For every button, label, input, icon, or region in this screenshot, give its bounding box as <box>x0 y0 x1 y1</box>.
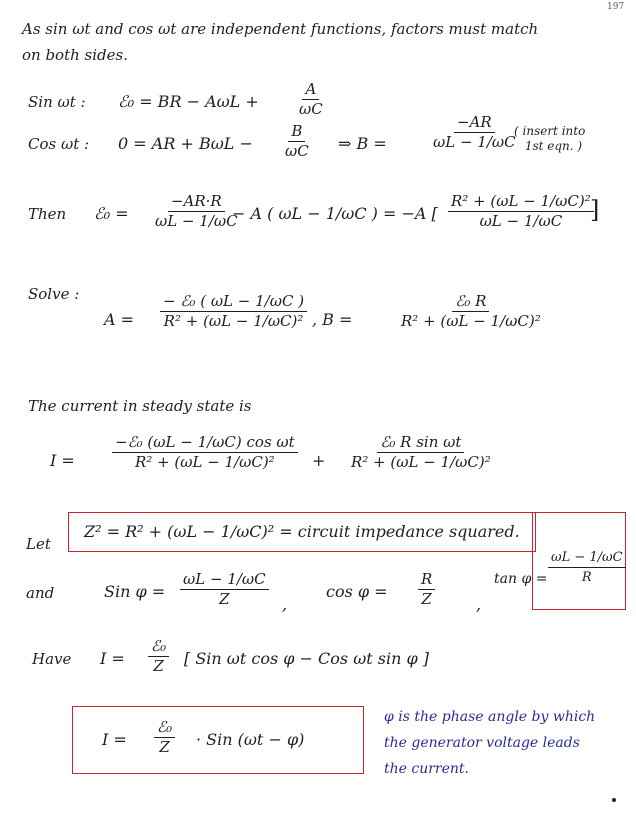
i-plus: + <box>312 451 326 470</box>
fraction-denominator: ωL − 1/ωC <box>433 133 516 151</box>
cos-label: Cos ωt : <box>28 135 90 153</box>
b-solution-fraction <box>398 292 544 331</box>
i-lhs: I = <box>50 451 75 470</box>
comma-1: , <box>282 595 288 614</box>
fraction-denominator: Z <box>159 738 170 756</box>
have-rhs: [ Sin ωt cos φ − Cos ωt sin φ ] <box>184 649 430 668</box>
ink-dot <box>612 798 616 802</box>
fraction-numerator: −ℰ₀ (ωL − 1/ωC) cos ωt <box>112 433 298 453</box>
then-lhs: ℰ₀ = <box>94 204 129 223</box>
cos-equation-fraction <box>282 122 312 161</box>
fraction-numerator: ℰ₀ <box>154 718 175 738</box>
and-label: and <box>26 584 55 602</box>
solve-label: Solve : <box>28 285 80 303</box>
fraction-denominator: ωC <box>299 100 323 118</box>
cosphi-fraction <box>418 570 435 609</box>
fraction-numerator: R <box>418 570 435 590</box>
comma-2: , <box>476 595 482 614</box>
page-number: 197 <box>607 2 625 12</box>
intro-line-2: on both sides. <box>22 46 128 64</box>
fraction-denominator: R² + (ωL − 1/ωC)² <box>401 312 541 330</box>
a-lhs: A = <box>104 310 135 329</box>
tanphi-fraction <box>548 548 626 587</box>
fraction-denominator: Z <box>219 590 230 608</box>
insert-note: ( insert into 1st eqn. ) <box>514 124 586 153</box>
fraction-denominator: Z <box>153 657 164 675</box>
fraction-denominator: ωL − 1/ωC <box>155 212 238 230</box>
sinphi-lhs: Sin φ = <box>104 582 166 601</box>
fraction-denominator: R² + (ωL − 1/ωC)² <box>163 312 304 330</box>
then-fraction-2 <box>448 192 594 231</box>
phase-note-line-3: the current. <box>384 761 469 777</box>
fraction-denominator: ωC <box>285 142 309 160</box>
phase-note-line-1: φ is the phase angle by which <box>384 709 596 725</box>
have-label: Have <box>32 650 72 668</box>
insert-note-line-2: 1st eqn. <box>524 139 574 153</box>
then-close-bracket: ] <box>590 196 600 224</box>
fraction-denominator: R <box>581 570 592 585</box>
cos-equation: 0 = AR + BωL − <box>118 134 253 153</box>
fraction-numerator: ωL − 1/ωC <box>180 570 269 590</box>
final-fraction <box>154 718 175 757</box>
fraction-numerator: ℰ₀ R sin ωt <box>377 433 464 453</box>
fraction-denominator: Z <box>421 590 432 608</box>
fraction-numerator: −AR·R <box>168 192 225 212</box>
i-fraction-1 <box>112 433 298 472</box>
intro-line-1: As sin ωt and cos ωt are independent functions, factors must match <box>22 20 539 38</box>
fraction-numerator: A <box>302 80 319 100</box>
fraction-numerator: R² + (ωL − 1/ωC)² <box>448 192 594 212</box>
then-fraction-1 <box>152 192 241 231</box>
b-fraction <box>430 113 519 152</box>
fraction-numerator: −AR <box>454 113 495 133</box>
fraction-numerator: − ℰ₀ ( ωL − 1/ωC ) <box>160 292 307 312</box>
have-fraction <box>148 637 169 676</box>
fraction-denominator: R² + (ωL − 1/ωC)² <box>351 453 491 471</box>
sin-equation: ℰ₀ = BR − AωL + <box>118 92 259 111</box>
tanphi-lhs: tan φ = <box>494 571 548 587</box>
fraction-numerator: B <box>288 122 305 142</box>
let-label: Let <box>26 535 51 553</box>
sin-equation-fraction <box>296 80 326 119</box>
then-label: Then <box>28 205 67 223</box>
fraction-denominator: R² + (ωL − 1/ωC)² <box>134 453 275 471</box>
fraction-numerator: ℰ₀ <box>148 637 169 657</box>
sinphi-fraction <box>180 570 269 609</box>
have-lhs: I = <box>100 649 125 668</box>
current-text: The current in steady state is <box>28 397 252 415</box>
fraction-numerator: ℰ₀ R <box>452 292 489 312</box>
then-middle: − A ( ωL − 1/ωC ) = −A [ <box>232 204 438 223</box>
final-rhs: · Sin (ωt − φ) <box>196 730 305 749</box>
implies-b: ⇒ B = <box>338 134 387 153</box>
impedance-definition: Z² = R² + (ωL − 1/ωC)² = circuit impedance squared. <box>84 522 520 541</box>
sin-label: Sin ωt : <box>28 93 86 111</box>
b-lhs: , B = <box>312 310 353 329</box>
a-fraction <box>160 292 307 331</box>
insert-note-line-1: insert into <box>522 124 586 138</box>
i-fraction-2 <box>348 433 494 472</box>
fraction-denominator: ωL − 1/ωC <box>479 212 563 230</box>
fraction-numerator: ωL − 1/ωC <box>548 548 626 568</box>
phase-note-line-2: the generator voltage leads <box>384 735 580 751</box>
cosphi-lhs: cos φ = <box>326 582 388 601</box>
final-lhs: I = <box>102 730 127 749</box>
